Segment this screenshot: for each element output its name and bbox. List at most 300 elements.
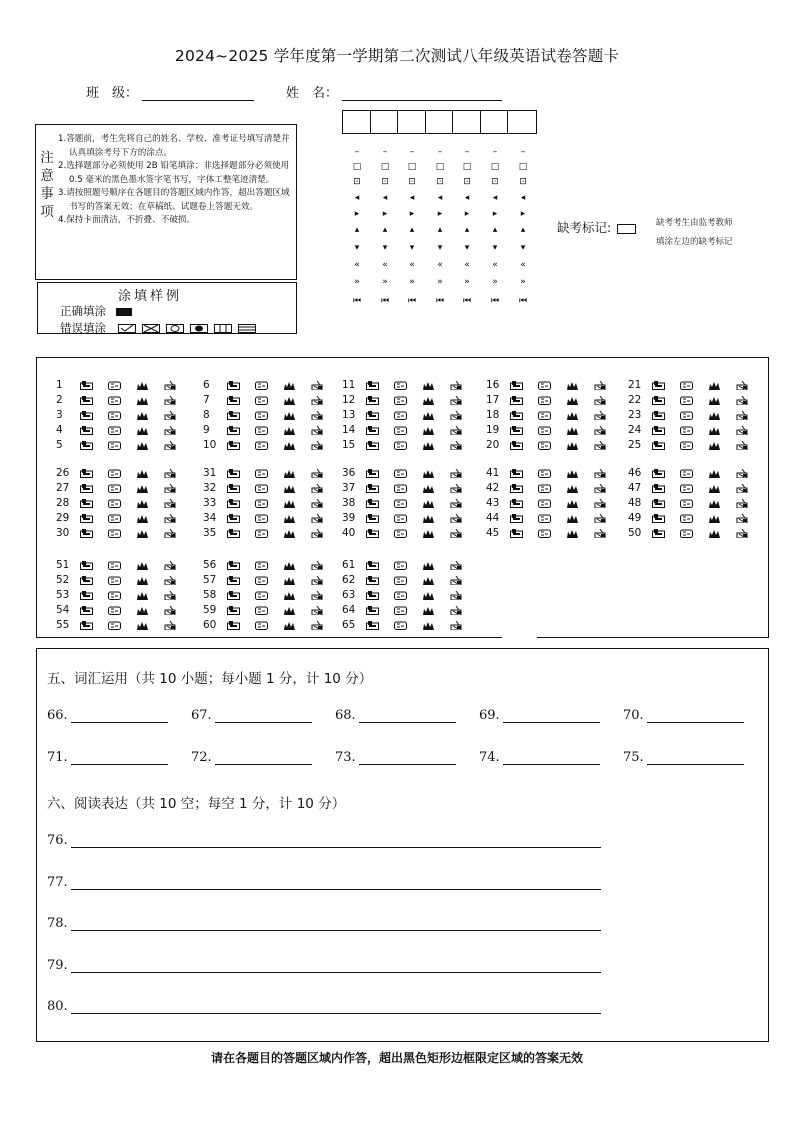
option-b-bubble[interactable] — [394, 576, 407, 585]
option-d-bubble[interactable] — [450, 499, 463, 508]
option-b-bubble[interactable] — [255, 426, 268, 435]
blank-answer-line[interactable] — [215, 710, 312, 723]
option-c-bubble[interactable] — [566, 441, 579, 450]
id-bubble[interactable]: – — [354, 147, 360, 157]
option-c-bubble[interactable] — [422, 576, 435, 585]
option-d-bubble[interactable] — [450, 514, 463, 523]
option-b-bubble[interactable] — [108, 426, 121, 435]
option-b-bubble[interactable] — [394, 591, 407, 600]
option-a-bubble[interactable] — [510, 529, 523, 538]
id-bubble[interactable]: ◂ — [354, 193, 360, 203]
option-b-bubble[interactable] — [255, 576, 268, 585]
option-b-bubble[interactable] — [255, 381, 268, 390]
id-bubble[interactable]: ◂ — [382, 193, 388, 203]
option-c-bubble[interactable] — [708, 484, 721, 493]
option-a-bubble[interactable] — [652, 396, 665, 405]
option-d-bubble[interactable] — [164, 441, 177, 450]
option-c-bubble[interactable] — [708, 499, 721, 508]
id-bubble[interactable]: – — [437, 147, 443, 157]
option-a-bubble[interactable] — [366, 561, 379, 570]
id-bubble[interactable]: « — [464, 260, 470, 270]
option-b-bubble[interactable] — [255, 529, 268, 538]
blank-answer-line[interactable] — [359, 710, 456, 723]
option-b-bubble[interactable] — [394, 621, 407, 630]
option-b-bubble[interactable] — [255, 621, 268, 630]
option-d-bubble[interactable] — [311, 514, 324, 523]
option-c-bubble[interactable] — [283, 621, 296, 630]
option-d-bubble[interactable] — [164, 576, 177, 585]
option-a-bubble[interactable] — [510, 514, 523, 523]
option-c-bubble[interactable] — [422, 426, 435, 435]
id-digit-box[interactable] — [371, 111, 399, 133]
option-c-bubble[interactable] — [708, 529, 721, 538]
option-a-bubble[interactable] — [80, 484, 93, 493]
option-c-bubble[interactable] — [566, 529, 579, 538]
id-digit-box[interactable] — [398, 111, 426, 133]
option-b-bubble[interactable] — [394, 469, 407, 478]
option-b-bubble[interactable] — [680, 381, 693, 390]
option-d-bubble[interactable] — [736, 484, 749, 493]
option-a-bubble[interactable] — [227, 621, 240, 630]
option-d-bubble[interactable] — [311, 381, 324, 390]
option-a-bubble[interactable] — [227, 484, 240, 493]
option-a-bubble[interactable] — [652, 411, 665, 420]
id-bubble[interactable]: – — [464, 147, 470, 157]
option-b-bubble[interactable] — [680, 426, 693, 435]
blank-answer-line[interactable] — [647, 752, 744, 765]
option-d-bubble[interactable] — [450, 411, 463, 420]
option-d-bubble[interactable] — [594, 381, 607, 390]
option-d-bubble[interactable] — [594, 426, 607, 435]
id-bubble[interactable]: ⊡ — [353, 177, 361, 187]
id-bubble[interactable]: ⊡ — [381, 177, 389, 187]
option-d-bubble[interactable] — [164, 411, 177, 420]
option-a-bubble[interactable] — [80, 381, 93, 390]
id-bubble[interactable]: ⏮ — [380, 296, 390, 306]
option-a-bubble[interactable] — [80, 411, 93, 420]
id-bubble[interactable]: « — [382, 260, 388, 270]
class-field[interactable] — [86, 82, 254, 101]
option-d-bubble[interactable] — [164, 591, 177, 600]
option-a-bubble[interactable] — [652, 426, 665, 435]
option-d-bubble[interactable] — [736, 469, 749, 478]
option-a-bubble[interactable] — [652, 469, 665, 478]
option-a-bubble[interactable] — [80, 499, 93, 508]
option-d-bubble[interactable] — [594, 499, 607, 508]
option-b-bubble[interactable] — [680, 529, 693, 538]
id-bubble[interactable]: ▸ — [382, 209, 388, 219]
id-bubble[interactable]: ▴ — [492, 225, 498, 235]
id-bubble[interactable]: ▸ — [464, 209, 470, 219]
option-d-bubble[interactable] — [736, 499, 749, 508]
option-a-bubble[interactable] — [652, 441, 665, 450]
option-b-bubble[interactable] — [538, 529, 551, 538]
option-d-bubble[interactable] — [450, 469, 463, 478]
option-d-bubble[interactable] — [164, 381, 177, 390]
id-bubble[interactable]: ▸ — [492, 209, 498, 219]
option-d-bubble[interactable] — [594, 529, 607, 538]
blank-answer-line[interactable] — [647, 710, 744, 723]
option-a-bubble[interactable] — [80, 441, 93, 450]
option-a-bubble[interactable] — [366, 381, 379, 390]
option-a-bubble[interactable] — [510, 396, 523, 405]
id-bubble[interactable]: ▾ — [409, 243, 415, 253]
option-d-bubble[interactable] — [311, 591, 324, 600]
option-a-bubble[interactable] — [227, 469, 240, 478]
option-b-bubble[interactable] — [255, 411, 268, 420]
id-bubble[interactable]: ⊡ — [436, 177, 444, 187]
id-bubble[interactable]: ▴ — [437, 225, 443, 235]
option-a-bubble[interactable] — [366, 606, 379, 615]
option-a-bubble[interactable] — [366, 514, 379, 523]
option-c-bubble[interactable] — [283, 469, 296, 478]
id-bubble[interactable]: ▴ — [409, 225, 415, 235]
id-bubble[interactable]: ▾ — [437, 243, 443, 253]
option-d-bubble[interactable] — [164, 499, 177, 508]
option-d-bubble[interactable] — [594, 484, 607, 493]
option-b-bubble[interactable] — [394, 499, 407, 508]
option-a-bubble[interactable] — [510, 441, 523, 450]
option-d-bubble[interactable] — [311, 484, 324, 493]
option-c-bubble[interactable] — [422, 411, 435, 420]
option-b-bubble[interactable] — [538, 381, 551, 390]
option-b-bubble[interactable] — [394, 396, 407, 405]
option-a-bubble[interactable] — [227, 514, 240, 523]
id-bubble[interactable]: ▾ — [464, 243, 470, 253]
option-b-bubble[interactable] — [255, 499, 268, 508]
option-a-bubble[interactable] — [510, 469, 523, 478]
option-c-bubble[interactable] — [422, 441, 435, 450]
option-d-bubble[interactable] — [450, 621, 463, 630]
id-bubble[interactable]: ◂ — [492, 193, 498, 203]
id-bubble[interactable]: » — [354, 277, 360, 287]
id-bubble[interactable]: ◂ — [409, 193, 415, 203]
id-bubble[interactable]: ⏮ — [518, 296, 528, 306]
option-c-bubble[interactable] — [566, 484, 579, 493]
id-bubble[interactable]: ▾ — [382, 243, 388, 253]
option-d-bubble[interactable] — [736, 514, 749, 523]
option-a-bubble[interactable] — [227, 591, 240, 600]
vocab-blank[interactable] — [47, 708, 168, 723]
id-bubble[interactable]: ⏮ — [462, 296, 472, 306]
option-a-bubble[interactable] — [652, 514, 665, 523]
id-bubble[interactable]: » — [492, 277, 498, 287]
option-d-bubble[interactable] — [450, 561, 463, 570]
vocab-blank[interactable] — [191, 708, 312, 723]
option-a-bubble[interactable] — [227, 441, 240, 450]
option-a-bubble[interactable] — [227, 606, 240, 615]
option-c-bubble[interactable] — [566, 411, 579, 420]
blank-answer-line[interactable] — [215, 752, 312, 765]
option-a-bubble[interactable] — [227, 411, 240, 420]
option-c-bubble[interactable] — [136, 576, 149, 585]
answer-line[interactable] — [71, 835, 601, 848]
option-a-bubble[interactable] — [652, 381, 665, 390]
id-bubble[interactable]: ▸ — [354, 209, 360, 219]
option-b-bubble[interactable] — [108, 576, 121, 585]
option-b-bubble[interactable] — [108, 621, 121, 630]
option-c-bubble[interactable] — [566, 469, 579, 478]
blank-answer-line[interactable] — [503, 710, 600, 723]
option-c-bubble[interactable] — [283, 441, 296, 450]
option-c-bubble[interactable] — [136, 381, 149, 390]
option-b-bubble[interactable] — [108, 469, 121, 478]
option-b-bubble[interactable] — [394, 426, 407, 435]
id-bubble[interactable]: – — [492, 147, 498, 157]
option-c-bubble[interactable] — [422, 514, 435, 523]
id-bubble[interactable]: » — [409, 277, 415, 287]
absent-checkbox[interactable] — [617, 224, 636, 234]
option-d-bubble[interactable] — [311, 469, 324, 478]
id-bubble[interactable]: □ — [435, 162, 445, 172]
id-bubble[interactable]: ▾ — [354, 243, 360, 253]
option-b-bubble[interactable] — [108, 529, 121, 538]
id-bubble[interactable]: ⏮ — [490, 296, 500, 306]
id-bubble[interactable]: « — [492, 260, 498, 270]
option-c-bubble[interactable] — [136, 561, 149, 570]
option-c-bubble[interactable] — [708, 469, 721, 478]
option-d-bubble[interactable] — [736, 381, 749, 390]
id-bubble[interactable]: ▴ — [354, 225, 360, 235]
vocab-blank[interactable] — [335, 750, 456, 765]
option-b-bubble[interactable] — [680, 484, 693, 493]
option-a-bubble[interactable] — [366, 576, 379, 585]
name-field[interactable] — [286, 82, 502, 101]
option-b-bubble[interactable] — [394, 411, 407, 420]
option-b-bubble[interactable] — [680, 514, 693, 523]
option-d-bubble[interactable] — [164, 396, 177, 405]
reading-answer-line[interactable] — [47, 999, 601, 1014]
option-b-bubble[interactable] — [255, 591, 268, 600]
option-a-bubble[interactable] — [80, 469, 93, 478]
id-bubble[interactable]: ▸ — [520, 209, 526, 219]
answer-line[interactable] — [71, 960, 601, 973]
option-c-bubble[interactable] — [136, 529, 149, 538]
blank-answer-line[interactable] — [503, 752, 600, 765]
id-bubble[interactable]: ▴ — [520, 225, 526, 235]
option-c-bubble[interactable] — [566, 426, 579, 435]
id-digit-box[interactable] — [481, 111, 509, 133]
option-b-bubble[interactable] — [680, 411, 693, 420]
option-a-bubble[interactable] — [366, 426, 379, 435]
option-a-bubble[interactable] — [80, 576, 93, 585]
option-d-bubble[interactable] — [736, 426, 749, 435]
option-b-bubble[interactable] — [108, 606, 121, 615]
option-a-bubble[interactable] — [652, 529, 665, 538]
option-c-bubble[interactable] — [283, 591, 296, 600]
id-bubble[interactable]: ▸ — [437, 209, 443, 219]
option-c-bubble[interactable] — [422, 621, 435, 630]
option-c-bubble[interactable] — [422, 469, 435, 478]
option-c-bubble[interactable] — [566, 396, 579, 405]
option-b-bubble[interactable] — [538, 396, 551, 405]
option-a-bubble[interactable] — [227, 499, 240, 508]
option-a-bubble[interactable] — [510, 411, 523, 420]
option-c-bubble[interactable] — [136, 484, 149, 493]
option-d-bubble[interactable] — [164, 621, 177, 630]
option-b-bubble[interactable] — [255, 514, 268, 523]
option-d-bubble[interactable] — [311, 576, 324, 585]
option-b-bubble[interactable] — [394, 561, 407, 570]
id-bubble[interactable]: ⊡ — [491, 177, 499, 187]
option-a-bubble[interactable] — [366, 396, 379, 405]
option-c-bubble[interactable] — [566, 514, 579, 523]
option-c-bubble[interactable] — [708, 426, 721, 435]
id-bubble[interactable]: » — [520, 277, 526, 287]
option-d-bubble[interactable] — [164, 561, 177, 570]
option-c-bubble[interactable] — [283, 576, 296, 585]
option-d-bubble[interactable] — [311, 396, 324, 405]
option-c-bubble[interactable] — [136, 606, 149, 615]
option-b-bubble[interactable] — [108, 591, 121, 600]
option-a-bubble[interactable] — [227, 576, 240, 585]
option-a-bubble[interactable] — [366, 591, 379, 600]
option-b-bubble[interactable] — [108, 484, 121, 493]
option-a-bubble[interactable] — [366, 469, 379, 478]
option-b-bubble[interactable] — [538, 484, 551, 493]
vocab-blank[interactable] — [623, 750, 744, 765]
option-b-bubble[interactable] — [680, 499, 693, 508]
id-bubble[interactable]: « — [354, 260, 360, 270]
option-b-bubble[interactable] — [394, 441, 407, 450]
option-a-bubble[interactable] — [80, 561, 93, 570]
id-bubble[interactable]: □ — [352, 162, 362, 172]
option-c-bubble[interactable] — [422, 529, 435, 538]
id-bubble[interactable]: ◂ — [464, 193, 470, 203]
option-b-bubble[interactable] — [255, 484, 268, 493]
option-c-bubble[interactable] — [566, 499, 579, 508]
option-b-bubble[interactable] — [255, 606, 268, 615]
option-d-bubble[interactable] — [450, 484, 463, 493]
option-b-bubble[interactable] — [255, 441, 268, 450]
id-bubble[interactable]: □ — [490, 162, 500, 172]
id-bubble[interactable]: ⏮ — [435, 296, 445, 306]
option-c-bubble[interactable] — [283, 484, 296, 493]
option-d-bubble[interactable] — [594, 469, 607, 478]
option-a-bubble[interactable] — [80, 621, 93, 630]
id-bubble[interactable]: ⏮ — [352, 296, 362, 306]
option-d-bubble[interactable] — [594, 441, 607, 450]
option-b-bubble[interactable] — [538, 514, 551, 523]
option-b-bubble[interactable] — [680, 441, 693, 450]
option-c-bubble[interactable] — [422, 484, 435, 493]
reading-answer-line[interactable] — [47, 833, 601, 848]
option-d-bubble[interactable] — [450, 426, 463, 435]
id-bubble[interactable]: ▾ — [520, 243, 526, 253]
vocab-blank[interactable] — [47, 750, 168, 765]
id-bubble[interactable]: – — [520, 147, 526, 157]
vocab-blank[interactable] — [479, 750, 600, 765]
name-input-line[interactable] — [342, 89, 502, 101]
option-c-bubble[interactable] — [136, 426, 149, 435]
reading-answer-line[interactable] — [47, 875, 601, 890]
option-b-bubble[interactable] — [538, 499, 551, 508]
option-a-bubble[interactable] — [366, 499, 379, 508]
id-bubble[interactable]: ⊡ — [519, 177, 527, 187]
reading-answer-line[interactable] — [47, 958, 601, 973]
option-c-bubble[interactable] — [566, 381, 579, 390]
option-d-bubble[interactable] — [450, 591, 463, 600]
class-input-line[interactable] — [142, 89, 254, 101]
id-bubble[interactable]: □ — [380, 162, 390, 172]
option-c-bubble[interactable] — [283, 411, 296, 420]
option-d-bubble[interactable] — [164, 469, 177, 478]
id-bubble[interactable]: – — [382, 147, 388, 157]
option-c-bubble[interactable] — [708, 514, 721, 523]
option-d-bubble[interactable] — [164, 514, 177, 523]
vocab-blank[interactable] — [479, 708, 600, 723]
option-c-bubble[interactable] — [422, 396, 435, 405]
option-c-bubble[interactable] — [283, 426, 296, 435]
option-a-bubble[interactable] — [510, 426, 523, 435]
option-c-bubble[interactable] — [422, 561, 435, 570]
id-bubble[interactable]: « — [409, 260, 415, 270]
id-bubble[interactable]: » — [464, 277, 470, 287]
id-bubble[interactable]: ▸ — [409, 209, 415, 219]
option-a-bubble[interactable] — [80, 426, 93, 435]
absent-mark-field[interactable] — [557, 218, 636, 236]
answer-line[interactable] — [71, 918, 601, 931]
option-c-bubble[interactable] — [422, 591, 435, 600]
option-c-bubble[interactable] — [708, 411, 721, 420]
option-b-bubble[interactable] — [255, 396, 268, 405]
option-a-bubble[interactable] — [80, 591, 93, 600]
option-d-bubble[interactable] — [450, 396, 463, 405]
option-b-bubble[interactable] — [538, 426, 551, 435]
option-d-bubble[interactable] — [450, 529, 463, 538]
option-c-bubble[interactable] — [708, 381, 721, 390]
option-d-bubble[interactable] — [736, 441, 749, 450]
option-d-bubble[interactable] — [594, 514, 607, 523]
id-bubble[interactable]: □ — [462, 162, 472, 172]
id-bubble[interactable]: » — [437, 277, 443, 287]
option-c-bubble[interactable] — [708, 396, 721, 405]
option-d-bubble[interactable] — [450, 381, 463, 390]
option-c-bubble[interactable] — [283, 561, 296, 570]
option-b-bubble[interactable] — [108, 499, 121, 508]
option-c-bubble[interactable] — [283, 514, 296, 523]
id-bubble[interactable]: – — [409, 147, 415, 157]
option-c-bubble[interactable] — [283, 606, 296, 615]
option-d-bubble[interactable] — [164, 529, 177, 538]
option-d-bubble[interactable] — [594, 411, 607, 420]
reading-answer-line[interactable] — [47, 916, 601, 931]
id-bubble[interactable]: « — [520, 260, 526, 270]
option-c-bubble[interactable] — [708, 441, 721, 450]
option-b-bubble[interactable] — [680, 396, 693, 405]
exam-number-boxes[interactable] — [342, 110, 537, 134]
option-a-bubble[interactable] — [80, 529, 93, 538]
option-d-bubble[interactable] — [311, 411, 324, 420]
option-b-bubble[interactable] — [394, 606, 407, 615]
option-c-bubble[interactable] — [283, 381, 296, 390]
option-b-bubble[interactable] — [394, 381, 407, 390]
id-digit-box[interactable] — [343, 111, 371, 133]
answer-line[interactable] — [71, 1001, 601, 1014]
id-bubble[interactable]: ⊡ — [463, 177, 471, 187]
option-a-bubble[interactable] — [80, 396, 93, 405]
option-b-bubble[interactable] — [108, 396, 121, 405]
option-a-bubble[interactable] — [366, 441, 379, 450]
option-b-bubble[interactable] — [680, 469, 693, 478]
option-d-bubble[interactable] — [311, 441, 324, 450]
option-d-bubble[interactable] — [164, 426, 177, 435]
option-d-bubble[interactable] — [736, 529, 749, 538]
option-d-bubble[interactable] — [164, 484, 177, 493]
option-a-bubble[interactable] — [366, 484, 379, 493]
option-d-bubble[interactable] — [311, 561, 324, 570]
option-b-bubble[interactable] — [108, 514, 121, 523]
